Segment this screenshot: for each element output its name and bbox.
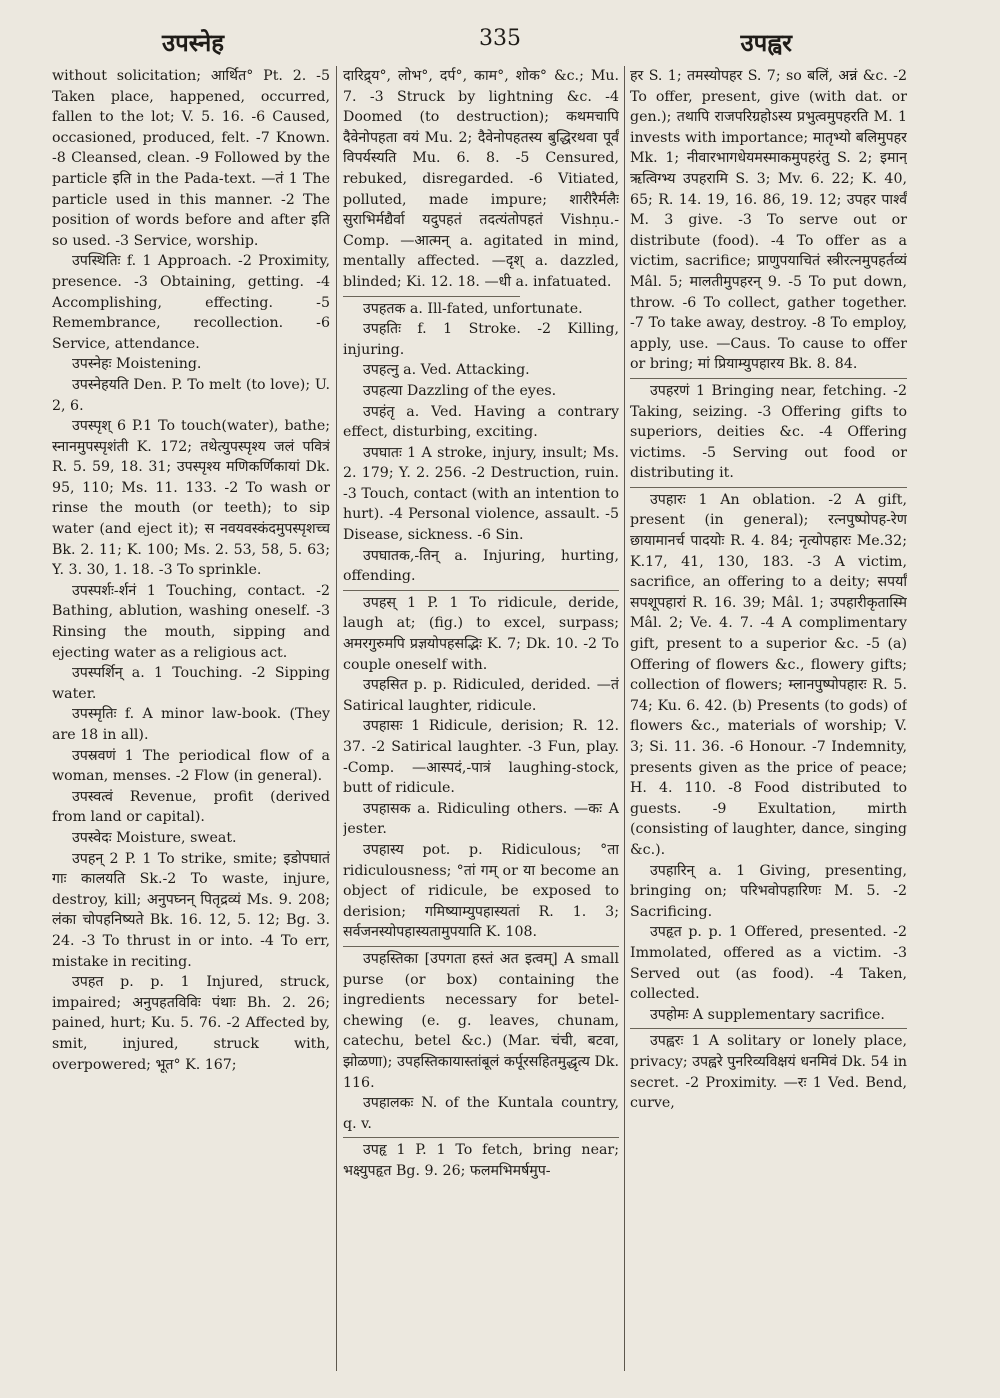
dictionary-entry: उपस्पृश् 6 P.1 To touch(water), bathe; स्नानमुपस्पृशंती K. 172; तथेत्युपस्पृश्य जलं पवित्रं R. 5. 59, 18. 31; उपस्पृश्य मणिकर्णिकायां Dk. 95, 110; Ms. 11. 133. -2 To wash or rinse the mouth (or teeth); to sip water (and eject it); स नवयवस्कंदमुपस्पृशच्च Bk. 2. 11; K. 100; Ms. 2. 53, 58, 5. 63; Y. 3. 30, 1. 18. -3 To sprinkle.	[52, 418, 330, 579]
entry-separator-rule	[343, 590, 619, 591]
left-catchword: उपस्नेह	[162, 28, 225, 57]
column-divider-left	[336, 66, 337, 1371]
dictionary-entry: उपहस् 1 P. 1 To ridicule, deride, laugh at; (fig.) to excel, surpass; अमरगुरुमपि प्रज्ञयोपहसद्भिः K. 7; Dk. 10. -2 To couple oneself with.	[343, 594, 619, 673]
dictionary-entry: उपस्पर्शः-र्शनं 1 Touching, contact. -2 Bathing, ablution, washing oneself. -3 Rinsing the mouth, sipping and ejecting water as a religious act.	[52, 582, 330, 661]
dictionary-entry: उपहास्य pot. p. Ridiculous; °ता ridiculousness; °तां गम् or या become an object of ridicule, be exposed to derision; गमिष्याम्युपहास्यतां R. 1. 3; सर्वजनस्योपहास्यतामुपयाति K. 108.	[343, 841, 619, 941]
column-2	[343, 66, 619, 1381]
dictionary-entry: उपस्रवणं 1 The periodical flow of a woman, menses. -2 Flow (in general).	[52, 747, 330, 785]
dictionary-entry: दारिद्र्य°, लोभ°, दर्प°, काम°, शोक° &c.; Mu. 7. -3 Struck by lightning &c. -4 Doomed (to destruction); कथमचापि दैवेनोपहता वयं Mu. 2; दैवेनोपहतस्य बुद्धिरथवा पूर्वं विपर्यस्यति Mu. 6. 8. -5 Censured, rebuked, disregarded. -6 Vitiated, polluted, made impure; शारीरैर्मलैः सुराभिर्मद्यैर्वा यदुपहतं तदत्यंतोपहतं Vishṇu.-Comp. —आत्मन् a. agitated in mind, mentally affected. —दृश् a. dazzled, blinded; Ki. 12. 18. —धी a. infatuated.	[343, 68, 619, 290]
dictionary-entry: उपस्वत्वं Revenue, profit (derived from land or capital).	[52, 788, 330, 826]
dictionary-entry: उपस्नेहः Moistening.	[72, 356, 202, 373]
dictionary-entry: उपहोमः A supplementary sacrifice.	[650, 1006, 885, 1023]
column-3	[630, 66, 907, 1381]
entry-separator-rule	[630, 487, 907, 488]
dictionary-entry: उपहत p. p. 1 Injured, struck, impaired; अनुपहतविविः पंथाः Bh. 2. 26; pained, hurt; Ku. 5. 76. -2 Affected by, smit, injured, struck with, overpowered; भूत° K. 167;	[52, 974, 330, 1073]
dictionary-entry: without solicitation; आर्थित° Pt. 2. -5 Taken place, happened, occurred, fallen to the lot; V. 5. 16. -6 Caused, occasioned, produced, felt. -7 Known. -8 Cleansed, clean. -9 Followed by the particle इति in the Pada-text. —तं 1 The particle used in this manner. -2 The position of words before and after इति so used. -3 Service, worship.	[52, 68, 330, 249]
dictionary-entry: उपघातक,-तिन् a. Injuring, hurting, offending.	[343, 547, 619, 585]
dictionary-entry: उपस्मृतिः f. A minor law-book. (They are 18 in all).	[52, 706, 330, 743]
dictionary-entry: उपह्वरः 1 A solitary or lonely place, privacy; उपह्वरे पुनरिव्यविक्षयं धनमिवं Dk. 54 in secret. -2 Proximity. —रः 1 Ved. Bend, curve,	[630, 1033, 907, 1112]
entry-separator-rule	[343, 1137, 619, 1138]
dictionary-entry: उपहत्या Dazzling of the eyes.	[363, 382, 557, 399]
dictionary-entry: उपहरणं 1 Bringing near, fetching. -2 Taking, seizing. -3 Offering gifts to superiors, deities &c. -4 Offering victims. -5 Serving out food or distributing it.	[630, 382, 907, 482]
dictionary-entry: उपहासः 1 Ridicule, derision; R. 12. 37. -2 Satirical laughter. -3 Fun, play. -Comp. —आस्पदं,-पात्रं laughing-stock, butt of ridicule.	[343, 718, 619, 797]
dictionary-entry: उपघातः 1 A stroke, injury, insult; Ms. 2. 179; Y. 2. 256. -2 Destruction, ruin. -3 Touch, contact (with an intention to hurt). -4 Personal violence, assault. -5 Disease, sickness. -6 Sin.	[343, 444, 619, 544]
entry-separator-rule	[343, 296, 520, 297]
page-header	[0, 26, 1000, 66]
page-number: 335	[479, 26, 521, 51]
dictionary-entry: उपहंतृ a. Ved. Having a contrary effect, disturbing, exciting.	[343, 403, 619, 441]
dictionary-entry: उपहृ 1 P. 1 To fetch, bring near; भक्ष्युपहृत Bg. 9. 26; फलमभिमर्षमुप-	[343, 1142, 619, 1179]
entry-separator-rule	[630, 378, 907, 379]
dictionary-entry: उपहालकः N. of the Kuntala country, q. v.	[343, 1095, 619, 1132]
dictionary-entry: उपहस्तिका [उपगता हस्तं अत इत्वम्] A small purse (or box) containing the ingredients necessary for betel-chewing (e. g. leaves, chunam, catechu, betel &c.) (Mar. चंची, बटवा, झोळणा); उपहस्तिकायास्तांबूलं कर्पूरसहितमुद्धृत्य Dk. 116.	[343, 950, 619, 1091]
dictionary-entry: उपहासक a. Ridiculing others. —कः A jester.	[343, 800, 619, 838]
dictionary-entry: उपहत्नु a. Ved. Attacking.	[363, 362, 530, 379]
dictionary-entry: उपस्नेहयति Den. P. To melt (to love); U. 2, 6.	[52, 376, 330, 414]
column-1	[52, 66, 330, 1381]
dictionary-entry: उपहसित p. p. Ridiculed, derided. —तं Satirical laughter, ridicule.	[343, 677, 619, 714]
dictionary-entry: उपस्थितिः f. 1 Approach. -2 Proximity, presence. -3 Obtaining, getting. -4 Accomplishing, effecting. -5 Remembrance, recollection. -6 Service, attendance.	[52, 253, 330, 352]
entry-separator-rule	[343, 946, 619, 947]
dictionary-entry: उपस्पर्शिन् a. 1 Touching. -2 Sipping water.	[52, 665, 330, 702]
dictionary-entry: उपहतिः f. 1 Stroke. -2 Killing, injuring.	[343, 321, 619, 358]
dictionary-entry: उपहन् 2 P. 1 To strike, smite; इडोपघातं गाः कालयति Sk.-2 To waste, injure, destroy, kill; अनुपघ्नन् पितृद्रव्यं Ms. 9. 208; लंका चोपहनिष्यते Bk. 16. 12, 5. 12; Bg. 3. 24. -3 To thrust in or into. -4 To err, mistake in reciting.	[52, 850, 330, 970]
dictionary-entry: उपहारः 1 An oblation. -2 A gift, present (in general); रत्नपुष्पोपह-रेण छायामानर्च पादयोः R. 4. 84; नृत्योपहारः Me.32; K.17, 41, 130, 183. -3 A victim, sacrifice, an offering to a deity; सपर्यां सपशूपहारां R. 16. 39; Mâl. 1; उपहारीकृतास्मि Mâl. 2; Ve. 4. 7. -4 A complimentary gift, present to a superior &c. -5 (a) Offering of flowers &c., flowery gifts; collection of flowers; म्लानपुष्पोपहारः R. 5. 74; Ku. 6. 42. (b) Presents (to gods) of flowers &c., materials of worship; V. 3; Si. 11. 36. -6 Honour. -7 Indemnity, presents given as the price of peace; H. 4. 110. -8 Food distributed to guests. -9 Exultation, mirth (consisting of laughter, dance, singing &c.).	[630, 491, 907, 858]
dictionary-entry: उपहतक a. Ill-fated, unfortunate.	[363, 300, 583, 317]
right-catchword: उपह्वर	[740, 28, 792, 57]
dictionary-entry: हर S. 1; तमस्योपहर S. 7; so बलिं, अन्नं &c. -2 To offer, present, give (with dat. or gen.); तथापि राजपरिग्रहोऽस्य प्रभुत्वमुपहरति M. 1 invests with importance; मातृभ्यो बलिमुपहर Mk. 1; नीवारभागधेयमस्माकमुपहरंतु S. 2; इमान् ऋत्विग्भ्य उपहरामि S. 3; Mv. 6. 22; K. 40, 65; R. 14. 19, 16. 86, 19. 12; उपहर पार्श्वं M. 3 give. -3 To serve out or distribute (food). -4 To offer as a victim, sacrifice; प्राणुपयाचितं स्त्रीरत्नमुपहर्तव्यं Mâl. 5; मालतीमुपहरन् 9. -5 To put down, throw. -6 To collect, gather together. -7 To take away, destroy. -8 To employ, apply, use. —Caus. To cause to offer or bring; मां प्रियाम्युपहारय Bk. 8. 84.	[630, 68, 907, 373]
dictionary-entry: उपस्वेदः Moisture, sweat.	[72, 829, 237, 846]
dictionary-entry: उपहृत p. p. 1 Offered, presented. -2 Immolated, offered as a victim. -3 Served out (as food). -4 Taken, collected.	[630, 924, 907, 1003]
dictionary-entry: उपहारिन् a. 1 Giving, presenting, bringing on; परिभवोपहारिणः M. 5. -2 Sacrificing.	[630, 862, 907, 920]
column-divider-right	[624, 66, 625, 1371]
entry-separator-rule	[630, 1028, 907, 1029]
